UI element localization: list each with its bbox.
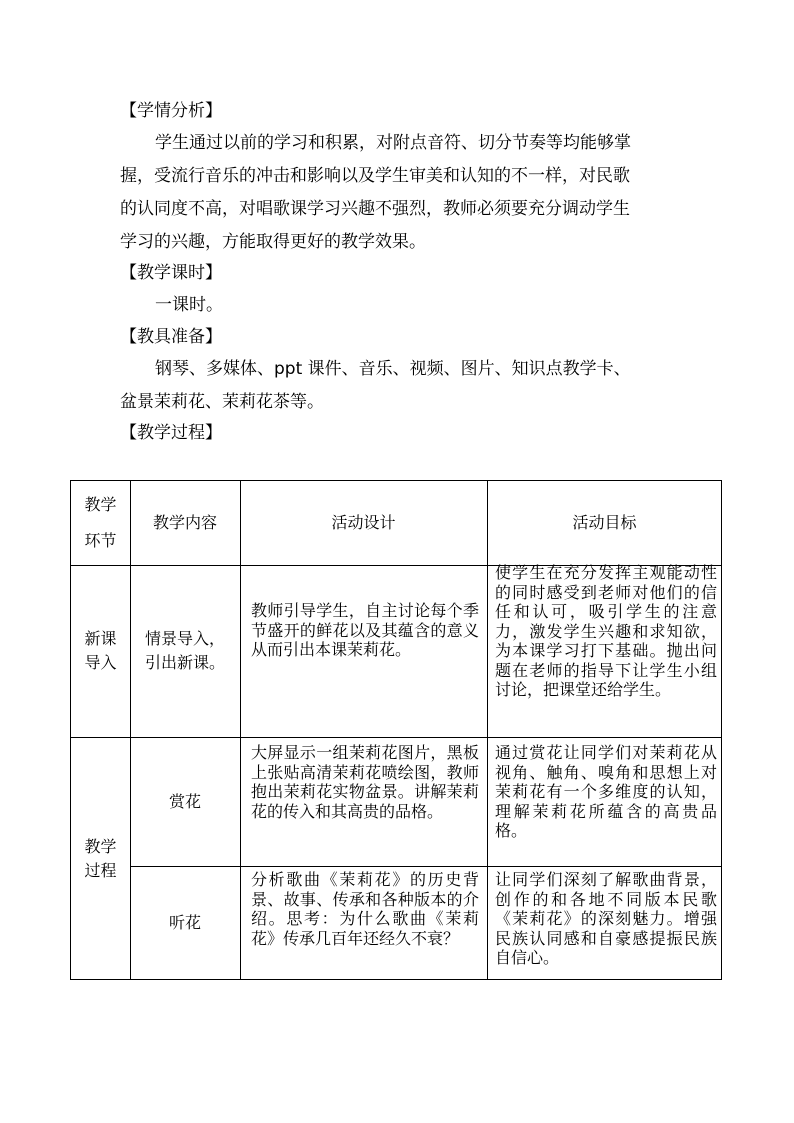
paragraph-line: 盆景茉莉花、茉莉花茶等。 [120,392,324,412]
header-stage [71,481,130,565]
header-goal: 活动目标 [572,513,637,532]
heading-teaching-process: 【教学过程】 [120,423,222,443]
stage-line: 教学 [84,836,117,856]
paragraph-line: 学习的兴趣，方能取得更好的教学效果。 [120,232,426,252]
header-content: 教学内容 [152,513,217,532]
stage-line: 新课 [84,629,117,648]
heading-class-hours: 【教学课时】 [120,263,222,283]
table-row-goal: 让同学们深刻了解歌曲背景，创作的和各地不同版本民歌《茉莉花》的深刻魅力。增强民族认同感和自豪感提振民族自信心。 [495,870,717,967]
paragraph-line: 握，受流行音乐的冲击和影响以及学生审美和认知的不一样，对民歌 [120,166,630,186]
stage-line: 导入 [84,653,117,672]
table-row-content: 赏花 [168,791,201,811]
table-row-goal: 通过赏花让同学们对茉莉花从视角、触角、嗅角和思想上对茉莉花有一个多维度的认知，理解茉莉花所蕴含的高贵品格。 [495,743,717,840]
table-row-design: 分析歌曲《茉莉花》的历史背景、故事、传承和各种版本的介绍。思考：为什么歌曲《茉莉花》传承几百年还经久不衰？ [251,870,479,948]
paragraph-line: 的认同度不高，对唱歌课学习兴趣不强烈，教师必须要充分调动学生 [120,199,630,219]
paragraph-line: 学生通过以前的学习和积累，对附点音符、切分节奏等均能够掌 [155,133,631,153]
header-design: 活动设计 [331,513,396,532]
table-row-stage [71,737,130,980]
table-row-design: 教师引导学生，自主讨论每个季节盛开的鲜花以及其蕴含的意义从而引出本课茉莉花。 [251,601,479,659]
teaching-process-table [70,480,722,980]
header-stage-line: 教学 [84,495,117,514]
table-row-goal: 使学生在充分发挥主观能动性的同时感受到老师对他们的信任和认可，吸引学生的注意力，激发学生兴趣和求知欲，为本课学习打下基础。抛出问题在老师的指导下让学生小组讨论，把课堂还给学生。 [495,563,717,699]
table-row-content: 听花 [168,913,201,932]
heading-learning-analysis: 【学情分析】 [120,101,222,121]
stage-line: 过程 [84,860,117,880]
table-row-content [130,565,240,737]
heading-teaching-aids: 【教具准备】 [120,327,222,347]
content-line: 引出新课。 [144,653,225,672]
header-stage-line: 环节 [84,531,117,550]
paragraph-line: 一课时。 [155,295,223,315]
table-row-design: 大屏显示一组茉莉花图片，黑板上张贴高清茉莉花喷绘图，教师抱出茉莉花实物盆景。讲解茉莉花的传入和其高贵的品格。 [251,743,479,821]
content-line: 情景导入， [144,629,225,648]
paragraph-line: 钢琴、多媒体、ppt 课件、音乐、视频、图片、知识点教学卡、 [155,359,631,379]
table-row-stage [71,565,130,737]
